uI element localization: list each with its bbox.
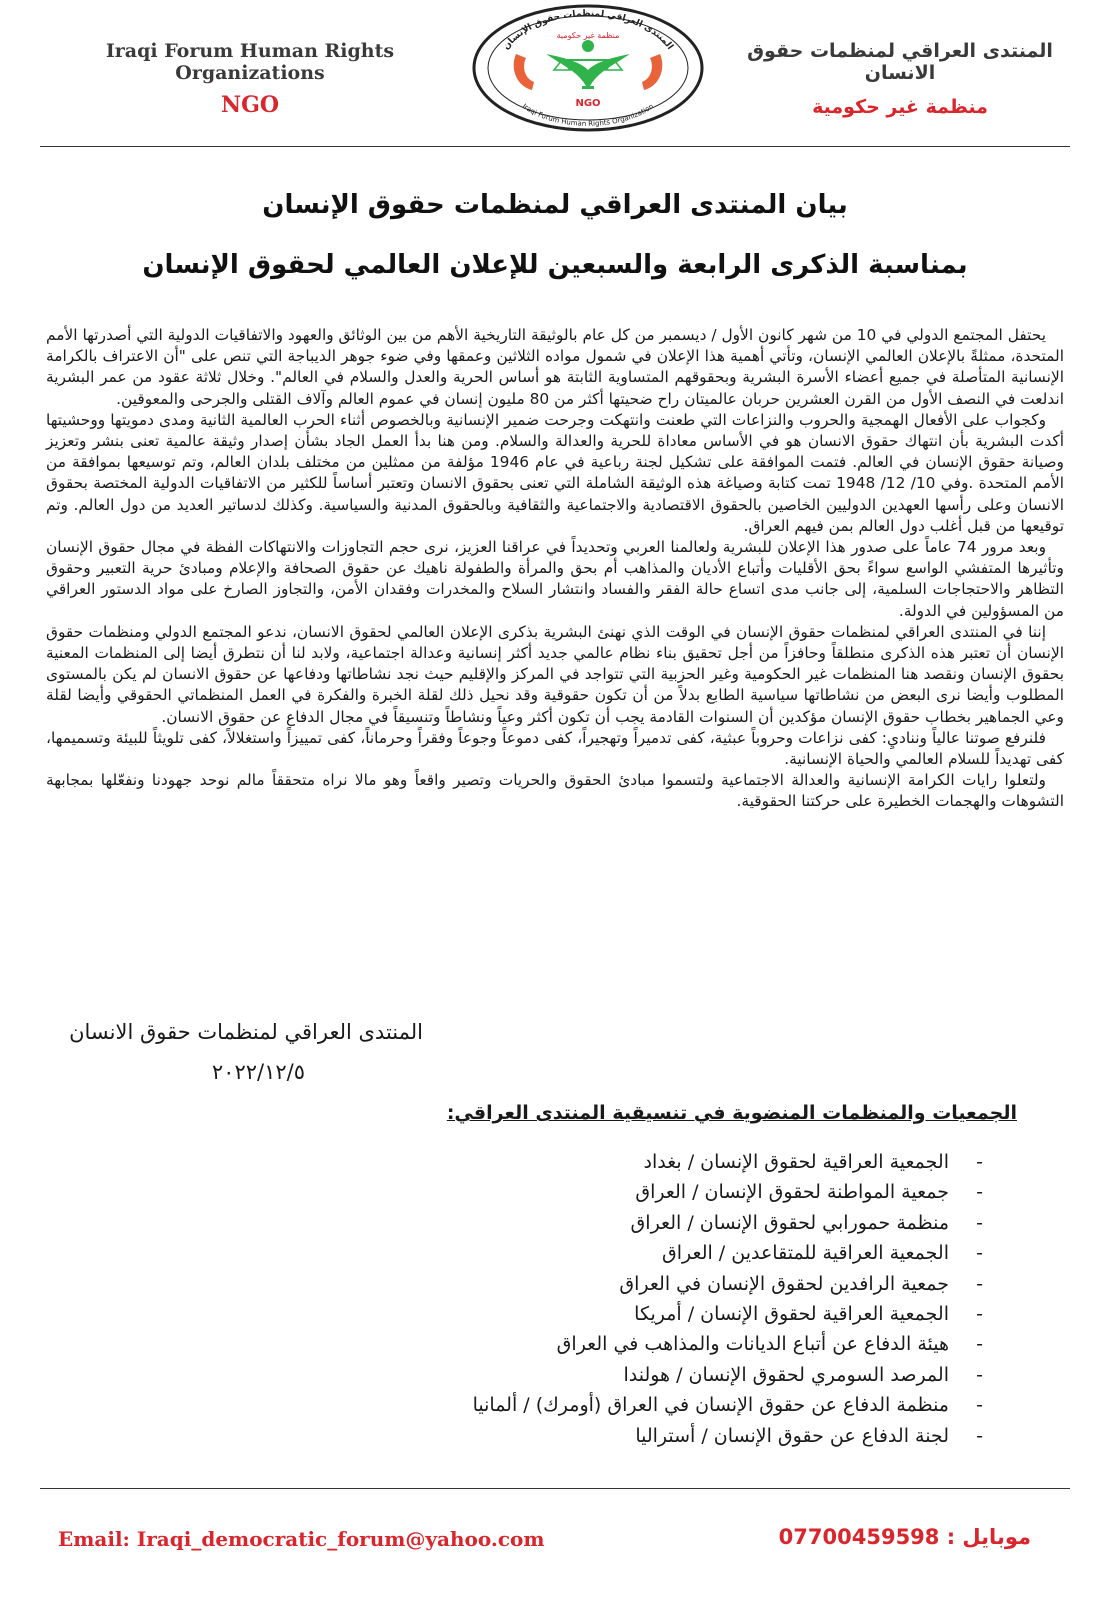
list-item: -منظمة حمورابي لحقوق الإنسان / العراق	[630, 1211, 983, 1234]
paragraph: إننا في المنتدى العراقي لمنظمات حقوق الإنسان في الوقت الذي نهنئ البشرية بذكرى الإعلان العالمي لحقوق الانسان، ندعو المجتمع الدولي ومنظمات حقوق الإنسان أن تعتبر هذه الذكرى منطلقاً وحافزاً من أجل تحقيق بناء نظام عالمي جديد أكثر إنسانية وعدالة اجتماعية، ولابد لنا أن نتطرق أيضا إلى المنظمات المعنية بحقوق الإنسان ونقصد هنا المنظمات غير الحكومية وغير الحزبية التي تتواجد في المركز والإقليم حيث نجد نشاطاتها ودفاعها عن حقوق الانسان لم يكن بالمستوى المطلوب وأيضا نرى البعض من نشاطاتها سياسية الطابع بدلاً من أن تكون حقوقية وقد نحيل ذلك لقلة الخبرة والفكرة في العمل المنظماتي الحقوقي وأيضا لقلة وعي الجماهير بخطاب حقوق الإنسان مؤكدين أن السنوات القادمة يجب أن تكون أكثر وعياً ونشاطاً وتنسيقاً في مجال الدفاع عن حقوق الانسان.	[46, 622, 1064, 726]
paragraph: وبعد مرور 74 عاماً على صدور هذا الإعلان للبشرية ولعالمنا العربي وتحديداً في عراقنا العزيز، نرى حجم التجاوزات والانتهاكات الفظة في مجال حقوق الإنسان وتأثيرها المتفشي الواسع سواءً بحق الأقليات وأتباع الأديان والمذاهب أم بحق والمرأة والطفولة ناهيك عن حقوق الصحافة والإعلام ومبادئ حرية التعبير وحقوق التظاهر والاحتجاجات السلمية، إلى جانب مدى اتساع حالة الفقر والفساد وانتشار السلاح والمخدرات وفقدان الأمن، والتجاوز الصارخ على مواد الدستور العراقي من المسؤولين في الدولة.	[46, 538, 1064, 620]
logo-text-bottom: Iraqi Forum Human Rights Organization	[520, 102, 656, 128]
ngo-label-arabic: منظمة غير حكومية	[812, 96, 988, 118]
statement-subtitle: بمناسبة الذكرى الرابعة والسبعين للإعلان العالمي لحقوق الإنسان	[142, 250, 968, 280]
paragraph: وكجواب على الأفعال الهمجية والحروب والنزاعات التي طعنت وانتهكت وجرحت ضمير الإنسانية وبالخصوص أثناء الحرب العالمية الثانية ومدى دمويتها ووحشيتها أكدت البشرية بأن انتهاك حقوق الانسان هو في الأساس معاداة للحرية والعدالة والسلام. ومن هنا بدأ العمل الجاد بشأن إصدار وثيقة عالمية تعنى بنشر وتعزيز وصيانة حقوق الإنسان في العالم. فتمت الموافقة على تشكيل لجنة رباعية في عام 1946 مؤلفة من ممثلين من مختلف بلدان العالم، وتم توسيعها بموافقة من الأمم المتحدة .وفي 10/ 12/ 1948 تمت كتابة وصياغة هذه الوثيقة الشاملة التي تعنى بحقوق الانسان وتعتبر أساساً للكثير من الاتفاقيات الدولية المختصة بحقوق الانسان وعلى رأسها العهدين الدوليين الخاصين بالحقوق الاقتصادية والاجتماعية والثقافية وبالحقوق المدنية والسياسية. وكذلك لدساتير العديد من دول العالم. وتم توقيعها من قبل أغلب دول العالم بمن فيهم العراق.	[46, 410, 1065, 535]
list-item: -الجمعية العراقية للمتقاعدين / العراق	[662, 1242, 983, 1265]
list-item: -الجمعية العراقية لحقوق الإنسان / أمريكا	[634, 1302, 983, 1325]
list-item: -الجمعية العراقية لحقوق الإنسان / بغداد	[643, 1151, 983, 1173]
list-item: -لجنة الدفاع عن حقوق الإنسان / أستراليا	[635, 1424, 983, 1447]
signature-name: المنتدى العراقي لمنظمات حقوق الانسان	[69, 1020, 423, 1044]
org-name-arabic: المنتدى العراقي لمنظمات حقوق الانسان	[747, 40, 1053, 84]
letterhead-english	[40, 40, 460, 118]
header-divider	[40, 146, 1070, 147]
list-item: -المرصد السومري لحقوق الإنسان / هولندا	[623, 1363, 983, 1386]
statement-body	[46, 325, 1064, 813]
logo-text-sub: منظمة غير حكومية	[556, 31, 620, 40]
letterhead-arabic	[735, 40, 1065, 118]
members-list	[383, 1147, 983, 1451]
ngo-label-english: NGO	[220, 92, 280, 118]
statement-title: بيان المنتدى العراقي لمنظمات حقوق الإنسان	[262, 190, 848, 220]
org-name-english: Iraqi Forum Human Rights Organizations	[105, 40, 395, 84]
letterhead	[0, 0, 1113, 150]
list-item: -منظمة الدفاع عن حقوق الإنسان في العراق (أومرك) / ألمانيا	[472, 1394, 983, 1417]
paragraph: يحتفل المجتمع الدولي في 10 من شهر كانون الأول / ديسمبر من كل عام بالوثيقة التاريخية الأهم من بين الوثائق والعهود والاتفاقيات الدولية التي أصدرتها الأمم المتحدة، ممثلةً بالإعلان العالمي الإنسان، وتأتي أهمية هذا الإعلان في شمول مواده الثلاثين وعمقها وفي ضوء جوهر الديباجة التي تنص على "أن الاعتراف بالكرامة الإنسانية المتأصلة في جميع أعضاء الأسرة البشرية وبحقوقهم المتساوية الثابتة هو أساس الحرية والعدل والسلام في العالم". وخلال ثلاثة عقود من عمر البشرية اندلعت في النصف الأول من القرن العشرين حربان عالميتان راح ضحيتها أكثر من 80 مليون إنسان في عموم العالم وآلاف القتلى والجرحى والمعوقين.	[46, 326, 1064, 408]
list-item: -جمعية المواطنة لحقوق الإنسان / العراق	[635, 1181, 983, 1204]
list-item: -جمعية الرافدين لحقوق الإنسان في العراق	[619, 1272, 983, 1295]
footer-phone[interactable]: موبايل : 07700459598	[778, 1525, 1031, 1549]
footer-email[interactable]: Email: Iraqi_democratic_forum@yahoo.com	[58, 1527, 545, 1551]
paragraph: ولتعلوا رايات الكرامة الإنسانية والعدالة الاجتماعية ولتسموا مبادئ الحقوق والحريات وتصير واقعاً وهو مالا نراه متحققاً مالم نوحد جهودنا ونفعّلها بمجابهة التشوهات والهجمات الخطيرة على حركتنا الحقوقية.	[46, 771, 1064, 811]
organization-logo	[470, 2, 706, 134]
members-heading: الجمعيات والمنظمات المنضوية في تنسيقية المنتدى العراقي:	[446, 1102, 1017, 1124]
logo-text-top: المنتدى العراقي لمنظمات حقوق الإنسان	[501, 8, 675, 52]
signature-date: ٢٠٢٢/١٢/٥	[211, 1060, 305, 1084]
paragraph: فلنرفع صوتنا عالياً ونناديِ: كفى نزاعات وحروباً عبثية، كفى تدميراً وتهجيراً، كفى دموعاً وجوعاً وفقراً وحرماناً، كفى تمييزاً واستغلالاً، كفى تلويثاً للبيئة وتسميمها، كفى تهديداً للسلام العالمي والحياة الإنسانية.	[46, 728, 1064, 769]
list-item: -هيئة الدفاع عن أتباع الديانات والمذاهب في العراق	[556, 1333, 983, 1356]
footer-divider	[40, 1488, 1070, 1489]
logo-ngo-text: NGO	[575, 98, 601, 109]
